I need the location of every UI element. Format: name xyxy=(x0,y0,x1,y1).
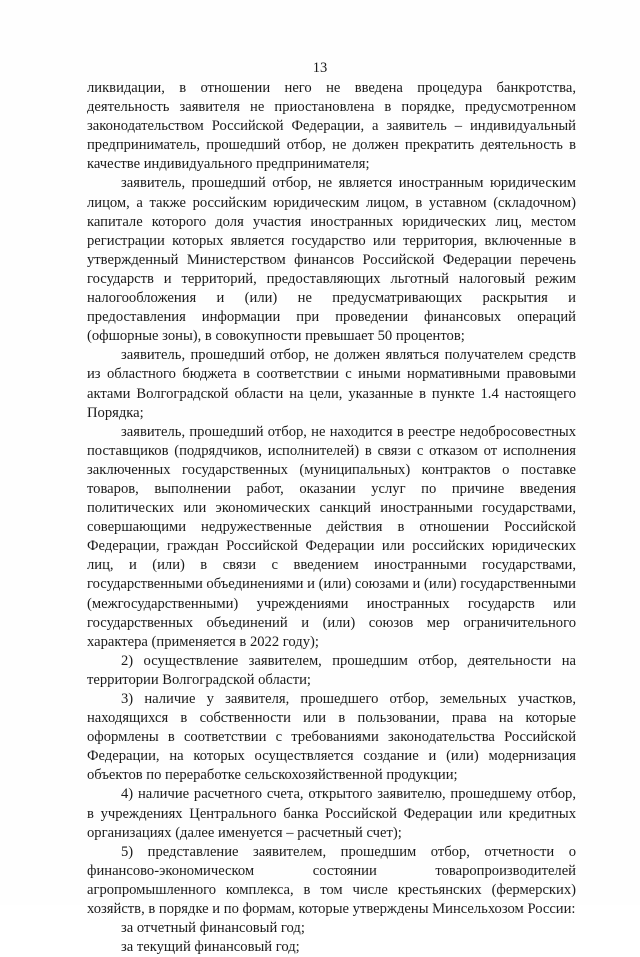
paragraph: ликвидации, в отношении него не введена процедура банкротства, деятельность заявителя не приостановлена в порядке, предусмотренном законодательством Российской Федерации, а заявитель – индивидуальный предприниматель, прошедший отбор, не должен прекратить деятельность в качестве индивидуального предпринимателя; xyxy=(87,80,576,173)
paragraph: за текущий финансовый год; xyxy=(121,939,300,956)
paragraph: за отчетный финансовый год; xyxy=(121,920,305,937)
paragraph: 4) наличие расчетного счета, открытого заявителю, прошедшему отбор, в учреждениях Центрального банка Российской Федерации или кредитных организациях (далее именуется – расчетный счет); xyxy=(87,786,576,841)
paragraph: заявитель, прошедший отбор, не является иностранным юридическим лицом, а также российским юридическим лицом, в уставном (складочном) капитале которого доля участия иностранных юридических лиц, местом регистрации которых является государство или территория, включенные в утвержденный Министерством финансов Российской Федерации перечень государств и территорий, предоставляющих льготный налоговый режим налогообложения и (или) не предусматривающих раскрытия и предоставления информации при проведении финансовых операций (офшорные зоны), в совокупности превышает 50 процентов; xyxy=(87,175,576,345)
document-body xyxy=(87,79,576,957)
page-number: 13 xyxy=(312,60,328,76)
paragraph: 3) наличие у заявителя, прошедшего отбор, земельных участков, находящихся в собственности или в пользовании, права на которые оформлены в соответствии с требованиями законодательства Российской Федерации, на которых осуществляется создание и (или) модернизация объектов по переработке сельскохозяйственной продукции; xyxy=(87,691,576,784)
paragraph: 5) представление заявителем, прошедшим отбор, отчетности о финансово-экономическом состоянии товаропроизводителей агропромышленного комплекса, в том числе крестьянских (фермерских) хозяйств, в порядке и по формам, которые утверждены Минсельхозом России: xyxy=(87,843,576,918)
paragraph: заявитель, прошедший отбор, не находится в реестре недобросовестных поставщиков (подрядчиков, исполнителей) в связи с отказом от исполнения заключенных государственных (муниципальных) контрактов о поставке товаров, выполнении работ, оказании услуг по причине введения политических или экономических санкций иностранными государствами, совершающими недружественные действия в отношении Российской Федерации, граждан Российской Федерации или российских юридических лиц, и (или) в связи с введением иностранными государствами, государственными объединениями и (или) союзами и (или) государственными (межгосударственными) учреждениями иностранных государств или государственных объединений и (или) союзов мер ограничительного характера (применяется в 2022 году); xyxy=(87,423,576,650)
paragraph: 2) осуществление заявителем, прошедшим отбор, деятельности на территории Волгоградской области; xyxy=(87,652,576,688)
paragraph: заявитель, прошедший отбор, не должен являться получателем средств из областного бюджета в соответствии с иными нормативными правовыми актами Волгоградской области на цели, указанные в пункте 1.4 настоящего Порядка; xyxy=(87,347,576,421)
